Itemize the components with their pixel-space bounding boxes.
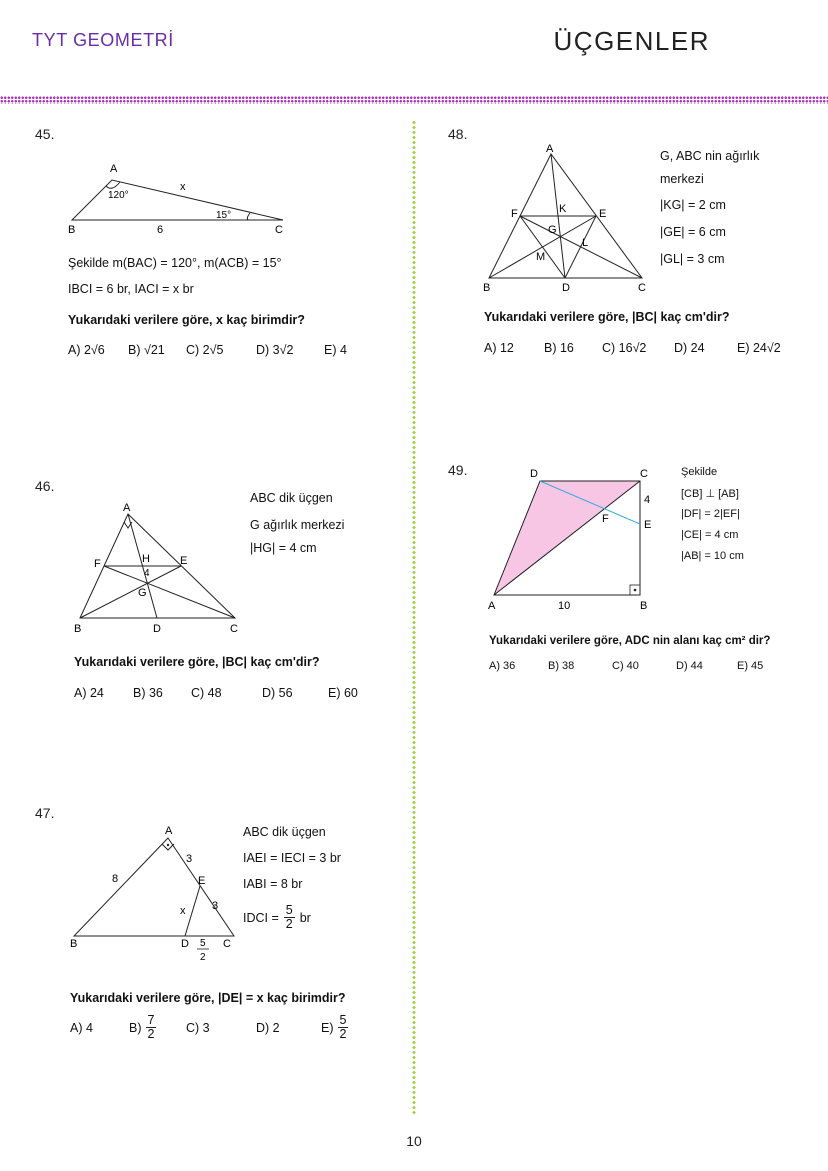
q49-info-4: |CE| = 4 cm (681, 529, 739, 541)
header-subject: TYT GEOMETRİ (32, 30, 174, 50)
q49-label-b: B (640, 600, 648, 612)
q47-label-b: B (70, 938, 78, 950)
q49-label-e: E (644, 519, 652, 531)
q47-option-c[interactable]: C) 3 (186, 1021, 210, 1035)
q48-info-4: |GE| = 6 cm (660, 225, 726, 239)
q47-option-e-label: E) (321, 1020, 334, 1035)
q48-option-a[interactable]: A) 12 (484, 341, 514, 355)
q47-option-d[interactable]: D) 2 (256, 1021, 280, 1035)
q46-option-a[interactable]: A) 24 (74, 686, 104, 700)
q48-info-3: |KG| = 2 cm (660, 198, 726, 212)
q48-label-e: E (599, 208, 607, 220)
q46-median-be (80, 566, 181, 618)
q47-label-a: A (165, 825, 173, 837)
q48-label-m: M (536, 251, 546, 263)
q45-side-x: x (180, 181, 186, 193)
q47-dc-label: IDCI = (243, 910, 279, 925)
q46-option-b[interactable]: B) 36 (133, 686, 163, 700)
q49-label-a: A (488, 600, 496, 612)
q48-label-f: F (511, 208, 518, 220)
header-topic: ÜÇGENLER (553, 26, 710, 56)
q47-side-ae: 3 (186, 853, 193, 865)
q47-label-e: E (198, 875, 206, 887)
q48-info-5: |GL| = 3 cm (660, 252, 725, 266)
header-dotted-divider (0, 96, 828, 104)
q46-length-hg: 4 (144, 568, 150, 579)
q45-label-b: B (68, 224, 76, 236)
q49-option-d[interactable]: D) 44 (676, 660, 703, 672)
q46-info-3: |HG| = 4 cm (250, 541, 317, 555)
q46-label-b: B (74, 623, 82, 635)
q48-question: Yukarıdaki verilere göre, |BC| kaç cm'dir? (484, 310, 730, 324)
q47-dc-fraction (284, 904, 295, 931)
q49-info-2: [CB] ⊥ [AB] (681, 488, 739, 500)
q45-option-a[interactable]: A) 2√6 (68, 343, 105, 357)
q49-label-f: F (602, 513, 609, 525)
q45-triangle (72, 180, 283, 220)
q49-question: Yukarıdaki verilere göre, ADC nin alanı kaç cm² dir? (489, 635, 771, 647)
q48-option-e[interactable]: E) 24√2 (737, 341, 781, 355)
q46-label-h: H (142, 553, 150, 565)
q45-option-e[interactable]: E) 4 (324, 343, 347, 357)
q48-label-l: L (582, 237, 589, 249)
q49-info-3: |DF| = 2|EF| (681, 508, 740, 520)
q45-angle-c-arc (247, 213, 250, 220)
q48-info-2: merkezi (660, 172, 704, 186)
q47-option-a[interactable]: A) 4 (70, 1021, 93, 1035)
q46-label-e: E (180, 555, 188, 567)
q45-option-b[interactable]: B) √21 (128, 343, 165, 357)
q49-info-1: Şekilde (681, 466, 718, 478)
q47-question: Yukarıdaki verilere göre, |DE| = x kaç birimdir? (70, 991, 346, 1005)
column-dotted-divider (412, 120, 416, 1115)
q47-label-d: D (181, 938, 189, 950)
q46-info-1: ABC dik üçgen (250, 491, 333, 505)
q47-option-e[interactable] (321, 1014, 348, 1041)
q47-dc-den: 2 (200, 952, 206, 963)
q48-label-k: K (559, 203, 567, 215)
q49-option-e[interactable]: E) 45 (737, 660, 764, 672)
q48-info-1: G, ABC nin ağırlık (660, 149, 760, 163)
q46-info-2: G ağırlık merkezi (250, 518, 345, 532)
q49-info-5: |AB| = 10 cm (681, 550, 744, 562)
q49-option-a[interactable]: A) 36 (489, 660, 516, 672)
q47-option-b-label: B) (129, 1020, 142, 1035)
q46-median-cf (104, 566, 235, 618)
q45-question: Yukarıdaki verilere göre, x kaç birimdir? (68, 313, 305, 327)
q48-segment-fd (520, 216, 565, 278)
q47-info-2: IAEI = IECI = 3 br (243, 851, 341, 865)
q47-option-b-den: 2 (147, 1027, 155, 1041)
q45-angle-a: 120° (108, 190, 129, 201)
q45-angle-a-arc (106, 182, 120, 188)
q47-option-e-den: 2 (339, 1027, 347, 1041)
q47-triangle (74, 838, 234, 936)
q47-number: 47. (35, 805, 55, 821)
q47-info-dc (243, 904, 311, 931)
q49-right-angle-dot (634, 589, 637, 592)
q47-dc-unit: br (299, 910, 311, 925)
q48-option-b[interactable]: B) 16 (544, 341, 574, 355)
q45-option-d[interactable]: D) 3√2 (256, 343, 294, 357)
q47-option-b[interactable] (129, 1014, 156, 1041)
q49-option-b[interactable]: B) 38 (548, 660, 575, 672)
q47-figure (66, 822, 246, 964)
q45-figure (60, 160, 300, 240)
q47-label-c: C (223, 938, 231, 950)
q47-segment-de (185, 886, 200, 936)
q45-side-bc: 6 (157, 224, 164, 236)
q47-side-x: x (180, 905, 186, 917)
q46-option-e[interactable]: E) 60 (328, 686, 358, 700)
q48-label-d: D (562, 282, 570, 294)
q47-info-1: ABC dik üçgen (243, 825, 326, 839)
q46-option-c[interactable]: C) 48 (191, 686, 222, 700)
q45-statement-1: Şekilde m(BAC) = 120°, m(ACB) = 15° (68, 256, 282, 270)
q48-number: 48. (448, 126, 468, 142)
q47-right-angle-dot (167, 844, 169, 846)
q48-option-c[interactable]: C) 16√2 (602, 341, 647, 355)
q46-label-f: F (94, 558, 101, 570)
q46-number: 46. (35, 478, 55, 494)
q47-option-e-num: 5 (339, 1013, 347, 1027)
q47-dc-denominator: 2 (285, 917, 293, 931)
q46-label-a: A (123, 502, 131, 514)
q49-number: 49. (448, 462, 468, 478)
q47-option-b-num: 7 (147, 1013, 155, 1027)
q46-option-d[interactable]: D) 56 (262, 686, 293, 700)
q47-dc-num: 5 (200, 938, 206, 949)
q46-question: Yukarıdaki verilere göre, |BC| kaç cm'dir? (74, 655, 320, 669)
q45-label-c: C (275, 224, 283, 236)
q49-label-d: D (530, 468, 538, 480)
q46-label-g: G (138, 587, 147, 599)
q49-side-ce: 4 (644, 494, 651, 506)
q48-option-d[interactable]: D) 24 (674, 341, 705, 355)
q45-label-a: A (110, 163, 118, 175)
page-number: 10 (406, 1133, 422, 1149)
q46-figure (70, 498, 250, 638)
q48-label-c: C (638, 282, 646, 294)
q45-statement-2: IBCI = 6 br, IACI = x br (68, 282, 194, 296)
q49-figure (482, 464, 672, 616)
q48-label-a: A (546, 143, 554, 155)
q47-option-b-fraction (146, 1014, 157, 1041)
q47-side-ab: 8 (112, 873, 119, 885)
q45-angle-c: 15° (216, 210, 232, 221)
q45-option-c[interactable]: C) 2√5 (186, 343, 224, 357)
q47-option-e-fraction (338, 1014, 349, 1041)
q46-label-d: D (153, 623, 161, 635)
q48-label-g: G (548, 224, 557, 236)
q48-label-b: B (483, 282, 491, 294)
q49-option-c[interactable]: C) 40 (612, 660, 639, 672)
q47-dc-numerator: 5 (285, 903, 293, 917)
q47-info-3: IABI = 8 br (243, 877, 303, 891)
q46-label-c: C (230, 623, 238, 635)
q45-number: 45. (35, 126, 55, 142)
q49-side-ab: 10 (558, 600, 571, 612)
q47-side-ec: 3 (212, 900, 219, 912)
q48-figure (478, 140, 658, 295)
q49-label-c: C (640, 468, 648, 480)
